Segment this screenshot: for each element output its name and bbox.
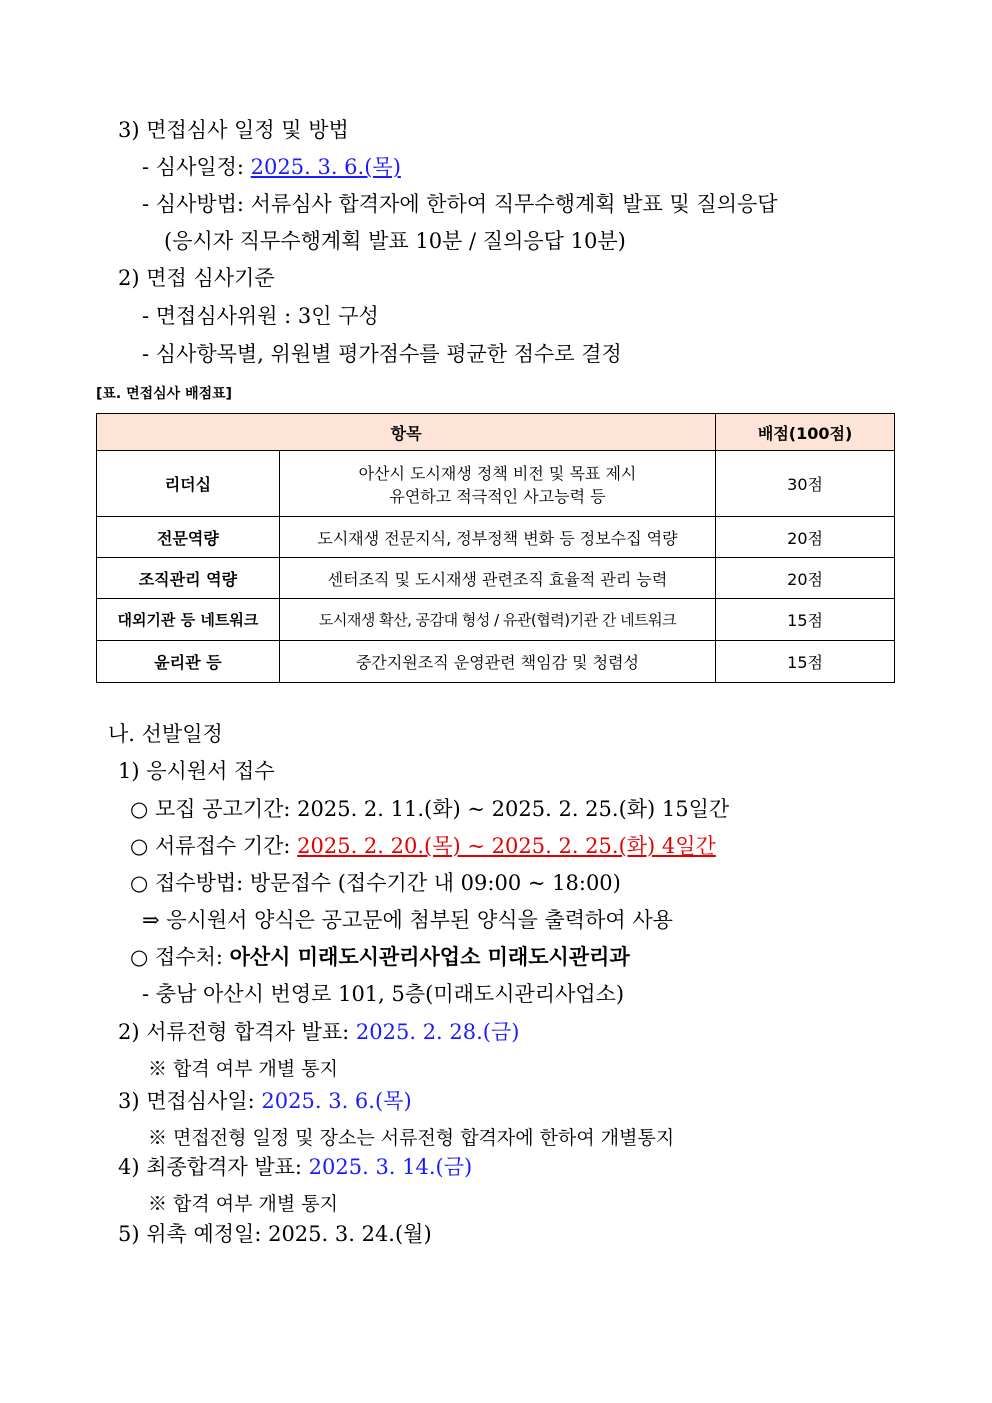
row-category: 전문역량 [97,517,280,558]
final-result-note: ※ 합격 여부 개별 통지 [148,1193,338,1215]
interview-day-label: 3) 면접심사일: [118,1089,262,1113]
row-description-line: 유연하고 적극적인 사고능력 등 [389,486,606,506]
table-row [97,641,895,683]
criteria-heading: 2) 면접 심사기준 [118,266,275,290]
score-table [96,413,895,683]
final-result-label: 4) 최종합격자 발표: [118,1155,309,1179]
method-line1: - 심사방법: 서류심사 합격자에 한하여 직무수행계획 발표 및 질의응답 [142,192,778,216]
selection-heading: 나. 선발일정 [108,722,223,746]
doc-result-line [118,1018,519,1046]
receipt-address: - 충남 아산시 번영로 101, 5층(미래도시관리사업소) [142,982,625,1006]
application-heading: 1) 응시원서 접수 [118,759,275,783]
row-description: 센터조직 및 도시재생 관련조직 효율적 관리 능력 [279,558,715,599]
table-caption: [표. 면접심사 배점표] [96,386,233,402]
interview-day-note: ※ 면접전형 일정 및 장소는 서류전형 합격자에 한하여 개별통지 [148,1127,675,1149]
notice-period: ○ 모집 공고기간: 2025. 2. 11.(화) ~ 2025. 2. 25.(화) 15일간 [130,797,730,821]
interview-day-value: 2025. 3. 6.(목) [261,1089,412,1113]
interview-heading: 3) 면접심사 일정 및 방법 [118,118,349,142]
row-category: 대외기관 등 네트워크 [97,599,280,641]
table-header-row [97,414,895,451]
row-category: 조직관리 역량 [97,558,280,599]
row-score: 30점 [716,451,895,517]
doc-result-value: 2025. 2. 28.(금) [355,1020,520,1044]
row-category: 리더십 [97,451,280,517]
receipt-place-line [130,943,630,971]
row-score: 15점 [716,641,895,683]
row-description: 중간지원조직 운영관련 책임감 및 청렴성 [279,641,715,683]
row-description-line: 아산시 도시재생 정책 비전 및 목표 제시 [358,463,637,483]
method-line2: (응시자 직무수행계획 발표 10분 / 질의응답 10분) [164,229,626,253]
final-result-value: 2025. 3. 14.(금) [308,1155,473,1179]
row-category: 윤리관 등 [97,641,280,683]
receipt-method: ○ 접수방법: 방문접수 (접수기간 내 09:00 ~ 18:00) [130,871,621,895]
table-row [97,517,895,558]
receipt-place-value: 아산시 미래도시관리사업소 미래도시관리과 [229,944,630,969]
row-score: 20점 [716,517,895,558]
row-description: 도시재생 확산, 공감대 형성 / 유관(협력)기관 간 네트워크 [279,599,715,641]
table-row [97,599,895,641]
row-description [279,451,715,517]
receipt-period-line [130,832,716,860]
appointment-date: 5) 위촉 예정일: 2025. 3. 24.(월) [118,1222,432,1246]
schedule-label: - 심사일정: [142,155,251,179]
doc-result-label: 2) 서류전형 합격자 발표: [118,1020,356,1044]
header-item: 항목 [97,414,716,451]
receipt-label: ○ 서류접수 기간: [130,834,298,858]
form-note: ⇒ 응시원서 양식은 공고문에 첨부된 양식을 출력하여 사용 [142,908,673,932]
table-row [97,451,895,517]
table-row [97,558,895,599]
row-description: 도시재생 전문지식, 정부정책 변화 등 정보수집 역량 [279,517,715,558]
doc-result-note: ※ 합격 여부 개별 통지 [148,1058,338,1080]
row-score: 20점 [716,558,895,599]
schedule-line [142,153,401,181]
final-result-line [118,1153,472,1181]
row-score: 15점 [716,599,895,641]
receipt-place-label: ○ 접수처: [130,945,230,969]
criteria-item2: - 심사항목별, 위원별 평가점수를 평균한 점수로 결정 [142,342,622,366]
schedule-value: 2025. 3. 6.(목) [250,155,401,179]
receipt-value: 2025. 2. 20.(목) ~ 2025. 2. 25.(화) 4일간 [297,834,716,858]
criteria-item1: - 면접심사위원 : 3인 구성 [142,304,379,328]
header-score: 배점(100점) [716,414,895,451]
interview-day-line [118,1087,412,1115]
